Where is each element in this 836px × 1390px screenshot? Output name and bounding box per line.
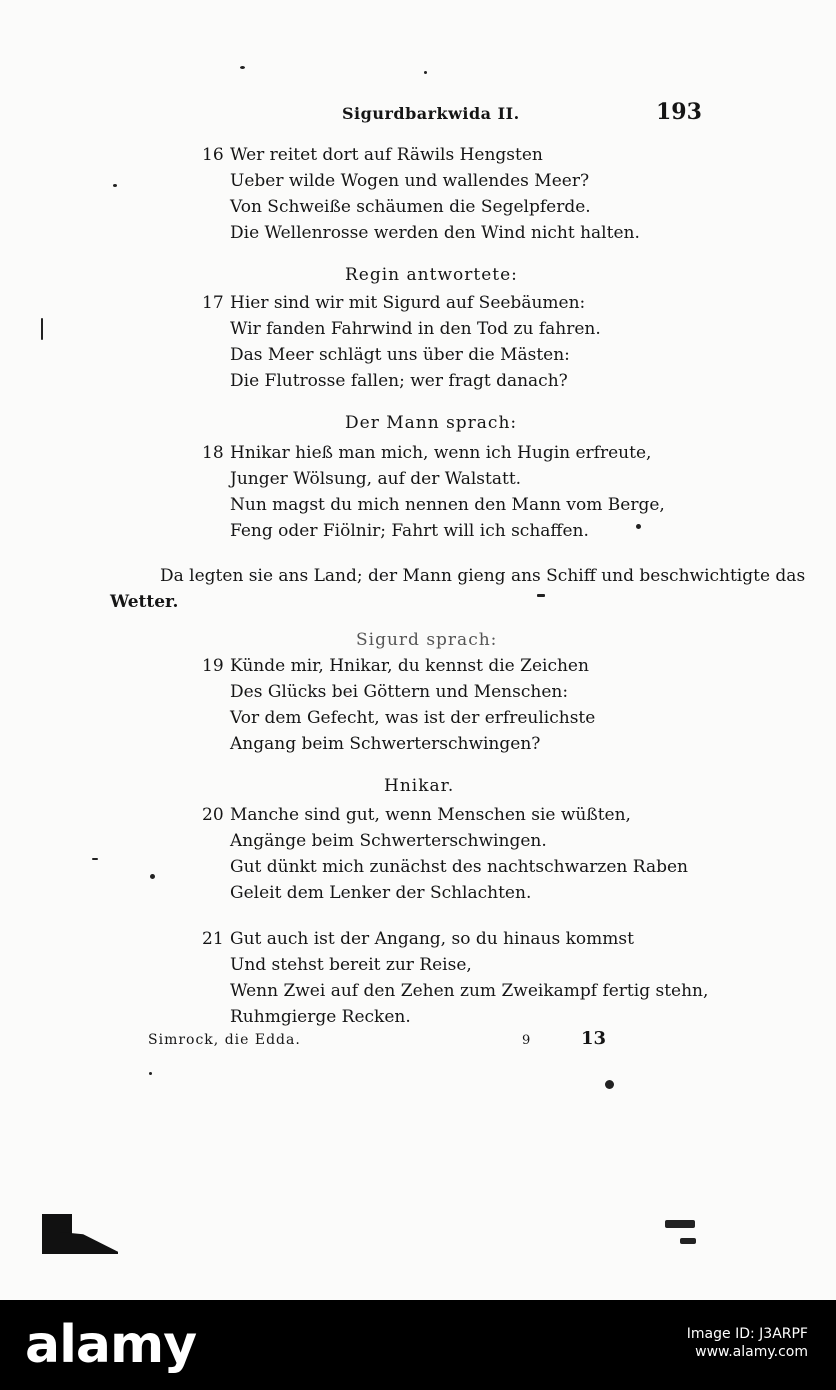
stanza-number: 17: [202, 293, 224, 313]
ink-speck: [636, 524, 641, 529]
verse-line: Das Meer schlägt uns über die Mästen:: [230, 345, 570, 365]
watermark-id: [687, 1325, 808, 1361]
ink-speck: [605, 1080, 614, 1089]
verse-line: Die Flutrosse fallen; wer fragt danach?: [230, 371, 568, 391]
verse-line: Gut dünkt mich zunächst des nachtschwarzen Raben: [230, 857, 688, 877]
ink-speck: [113, 184, 117, 187]
verse-line: Manche sind gut, wenn Menschen sie wüßten,: [230, 805, 631, 825]
ink-speck: [150, 874, 155, 879]
running-title: Sigurdbarkwida II.: [342, 104, 520, 123]
verse-line: Gut auch ist der Angang, so du hinaus kommst: [230, 929, 634, 949]
image-id-text: Image ID: J3ARPF: [686, 1326, 808, 1342]
verse-line: Wenn Zwei auf den Zehen zum Zweikampf fertig stehn,: [230, 981, 709, 1001]
speaker-heading: Hnikar.: [384, 776, 455, 796]
ink-speck: [92, 858, 98, 860]
verse-line: Vor dem Gefecht, was ist der erfreulichste: [230, 708, 596, 728]
ink-speck: [240, 66, 245, 69]
ink-speck: [424, 71, 427, 74]
speaker-heading: Sigurd sprach:: [356, 630, 498, 650]
stanza-number: 21: [202, 929, 224, 949]
verse-line: Und stehst bereit zur Reise,: [230, 955, 472, 975]
verse-line: Angänge beim Schwerterschwingen.: [230, 831, 547, 851]
ink-speck: [665, 1220, 695, 1228]
verse-line: Die Wellenrosse werden den Wind nicht halten.: [230, 223, 640, 243]
verse-line: Ruhmgierge Recken.: [230, 1007, 411, 1027]
ink-speck: [41, 318, 43, 340]
sheet-number: 13: [581, 1028, 607, 1049]
stanza-number: 16: [202, 145, 224, 165]
ink-speck: [149, 1072, 152, 1075]
verse-line: Hier sind wir mit Sigurd auf Seebäumen:: [230, 293, 586, 313]
footer-signature: Simrock, die Edda.: [148, 1032, 301, 1048]
prose-line: Wetter.: [110, 592, 179, 612]
speaker-heading: Regin antwortete:: [345, 265, 518, 285]
verse-line: Wir fanden Fahrwind in den Tod zu fahren.: [230, 319, 601, 339]
page-edge-shadow: [60, 1232, 118, 1254]
verse-line: Des Glücks bei Göttern und Menschen:: [230, 682, 569, 702]
verse-line: Junger Wölsung, auf der Walstatt.: [230, 469, 522, 489]
stanza-number: 20: [202, 805, 224, 825]
stanza-number: 18: [202, 443, 224, 463]
verse-line: Ueber wilde Wogen und wallendes Meer?: [230, 171, 590, 191]
watermark-logo: alamy: [25, 1315, 197, 1375]
site-url-text: www.alamy.com: [695, 1344, 808, 1360]
ink-speck: [680, 1238, 696, 1244]
speaker-heading: Der Mann sprach:: [345, 413, 518, 433]
verse-line: Feng oder Fiölnir; Fahrt will ich schaffen.: [230, 521, 589, 541]
ink-speck: [537, 594, 545, 597]
verse-line: Wer reitet dort auf Räwils Hengsten: [230, 145, 543, 165]
verse-line: Von Schweiße schäumen die Segelpferde.: [230, 197, 591, 217]
page-number: 193: [656, 99, 702, 125]
verse-line: Hnikar hieß man mich, wenn ich Hugin erfreute,: [230, 443, 652, 463]
sheet-number-small: 9: [522, 1033, 531, 1048]
verse-line: Angang beim Schwerterschwingen?: [230, 734, 541, 754]
stanza-number: 19: [202, 656, 224, 676]
prose-line: Da legten sie ans Land; der Mann gieng ans Schiff und beschwichtigte das: [160, 566, 806, 586]
verse-line: Geleit dem Lenker der Schlachten.: [230, 883, 532, 903]
verse-line: Nun magst du mich nennen den Mann vom Berge,: [230, 495, 665, 515]
verse-line: Künde mir, Hnikar, du kennst die Zeichen: [230, 656, 589, 676]
